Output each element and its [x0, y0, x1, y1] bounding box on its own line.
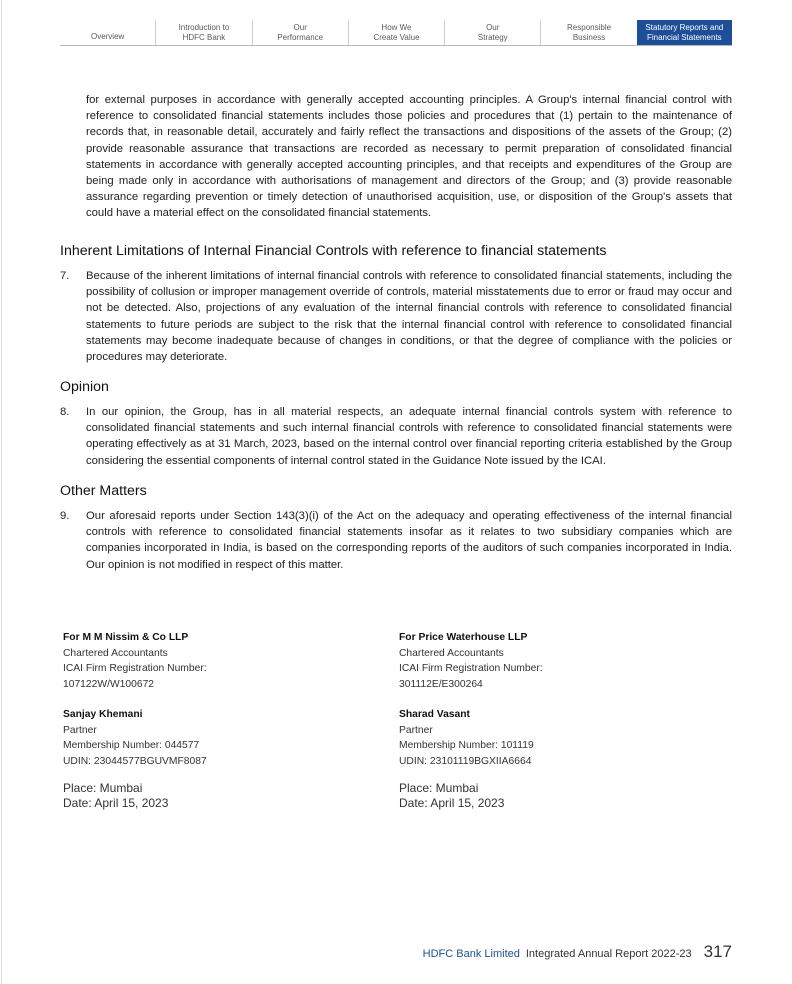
heading-inherent-limitations: Inherent Limitations of Internal Financial Controls with reference to financial statements — [60, 243, 607, 259]
registration-number: 107122W/W100672 — [63, 678, 155, 690]
signature-block-mm-nissim — [63, 630, 363, 811]
tab-overview[interactable]: Overview — [90, 32, 125, 41]
place: Place: Mumbai — [399, 781, 479, 795]
signature-block-price-waterhouse — [399, 630, 699, 811]
page-footer — [423, 942, 732, 962]
paragraph-text: Our aforesaid reports under Section 143(3)(i) of the Act on the adequacy and operating effectiveness of the internal financial controls with reference to consolidated financial statements insofar as it relates to two subsidiary companies which are companies incorporated in India, is based on the corresponding reports of the auditors of such companies incorporated in India. Our opinion is not modified in respect of this matter. — [86, 510, 732, 571]
tab-how-we-create-value[interactable]: How We Create Value — [348, 20, 444, 45]
paragraph-7 — [60, 268, 732, 365]
intro-paragraph: for external purposes in accordance with generally accepted accounting principles. A Group's internal financial control with reference to consolidated financial statements includes those policies and procedures that (1) pertain to the maintenance of records that, in reasonable detail, accurately and fairly reflect the transactions and dispositions of the assets of the Group; (2) provide reasonable assurance that transactions are recorded as necessary to permit preparation of consolidated financial statements in accordance with generally accepted accounting principles, and that receipts and expenditures of the Group are being made only in accordance with authorisations of management and directors of the Group; and (3) provide reasonable assurance regarding prevention or timely detection of unauthorised acquisition, use, or disposition of the Group's assets that could have a material effect on the consolidated financial statements. — [86, 94, 732, 220]
paragraph-text: Because of the inherent limitations of internal financial controls with reference to consolidated financial statements, including the possibility of collusion or improper management override of controls, material misstatements due to error or fraud may occur and not be detected. Also, projections of any evaluation of the internal financial controls with reference to consolidated financial statements to future periods are subject to the risk that the internal financial control with reference to consolidated financial statements may become inadequate because of changes in conditions, or that the degree of compliance with the policies or procedures may deteriorate. — [86, 270, 732, 364]
firm-name: For Price Waterhouse LLP — [399, 632, 528, 643]
firm-type: Chartered Accountants — [399, 647, 504, 659]
footer-brand: HDFC Bank Limited — [422, 948, 520, 960]
date: Date: April 15, 2023 — [63, 796, 169, 810]
signatory-name: Sharad Vasant — [399, 709, 470, 720]
tab-introduction[interactable]: Introduction to HDFC Bank — [155, 20, 251, 45]
tab-responsible-business[interactable]: Responsible Business — [540, 20, 636, 45]
tab-statutory-reports[interactable]: Statutory Reports and Financial Statements — [637, 20, 732, 45]
paragraph-8 — [60, 404, 732, 469]
udin: UDIN: 23101119BGXIIA6664 — [399, 755, 532, 767]
signatory-name: Sanjay Khemani — [63, 709, 143, 720]
registration-number: 301112E/E300264 — [399, 678, 483, 690]
page-edge-rule — [1, 0, 2, 984]
signatory-role: Partner — [399, 724, 433, 736]
firm-name: For M M Nissim & Co LLP — [63, 632, 189, 643]
date: Date: April 15, 2023 — [399, 796, 505, 810]
membership-number: Membership Number: 044577 — [63, 740, 200, 751]
place-date — [399, 781, 699, 811]
registration-label: ICAI Firm Registration Number: — [63, 663, 207, 674]
membership-number: Membership Number: 101119 — [399, 740, 534, 751]
paragraph-number: 7. — [60, 270, 70, 282]
paragraph-number: 9. — [60, 510, 70, 522]
paragraph-number: 8. — [60, 406, 70, 418]
registration-label: ICAI Firm Registration Number: — [399, 663, 543, 674]
place: Place: Mumbai — [63, 781, 143, 795]
place-date — [63, 781, 363, 811]
section-nav — [60, 20, 732, 46]
page-number: 317 — [703, 942, 732, 961]
footer-report-title: Integrated Annual Report 2022-23 — [525, 948, 692, 960]
heading-opinion: Opinion — [60, 379, 109, 395]
paragraph-text: In our opinion, the Group, has in all material respects, an adequate internal financial controls system with reference to consolidated financial statements and such internal financial controls with reference to consolidated financial statements were operating effectively as at 31 March, 2023, based on the internal control over financial reporting criteria established by the Group considering the essential components of internal control stated in the Guidance Note issued by the ICAI. — [86, 406, 732, 467]
tab-our-strategy[interactable]: Our Strategy — [444, 20, 540, 45]
udin: UDIN: 23044577BGUVMF8087 — [63, 755, 207, 767]
signatory-role: Partner — [63, 724, 97, 736]
paragraph-9 — [60, 508, 732, 573]
tab-our-performance[interactable]: Our Performance — [252, 20, 348, 45]
heading-other-matters: Other Matters — [60, 483, 147, 499]
firm-type: Chartered Accountants — [63, 647, 168, 659]
